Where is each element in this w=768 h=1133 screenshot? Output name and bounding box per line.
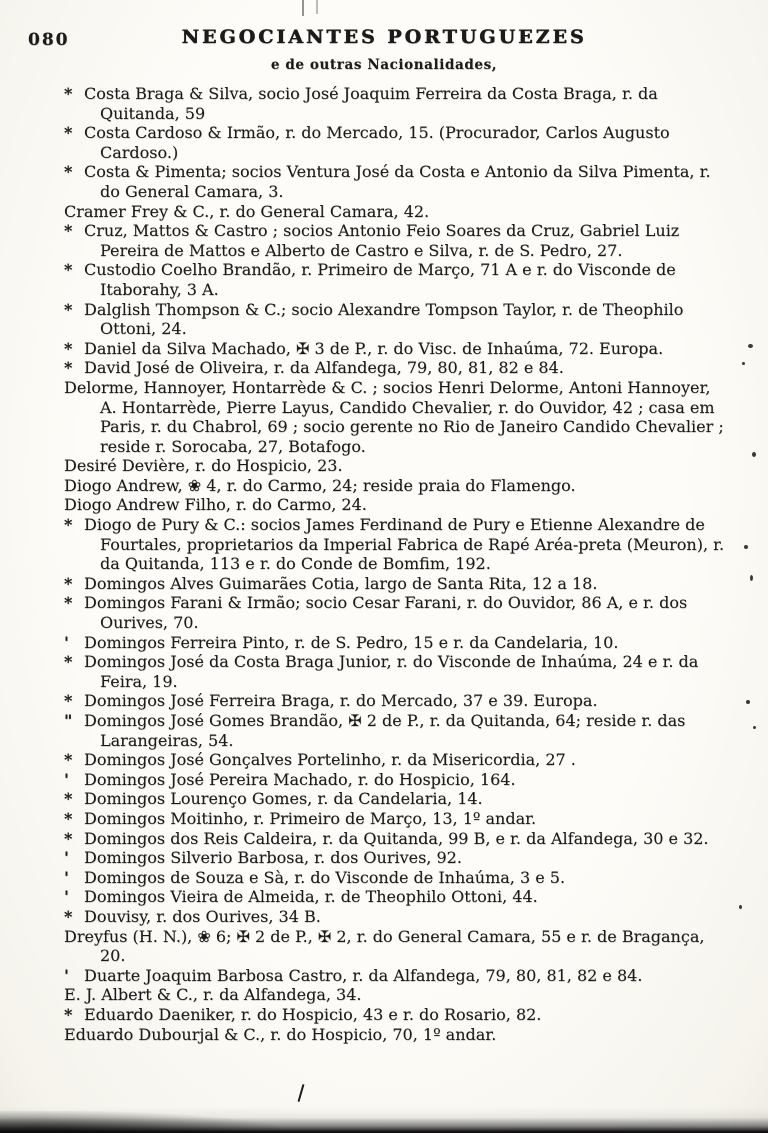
entry-marker: * (64, 123, 73, 143)
directory-entry (64, 593, 730, 632)
directory-entry (64, 652, 730, 691)
directory-entry (64, 339, 730, 359)
directory-entry (64, 574, 730, 594)
entry-text: Domingos José Ferreira Braga, r. do Mercado, 37 e 39. Europa. (84, 691, 598, 711)
directory-entry (64, 1005, 730, 1025)
directory-entry (64, 202, 730, 222)
entry-text: Domingos de Souza e Sà, r. do Visconde de Inhaúma, 3 e 5. (84, 867, 566, 887)
entry-marker: * (64, 750, 73, 770)
directory-entry (64, 966, 730, 986)
entry-text: Domingos Silverio Barbosa, r. dos Ourives, 92. (84, 848, 462, 868)
entry-text: Duarte Joaquim Barbosa Castro, r. da Alfandega, 79, 80, 81, 82 e 84. (84, 965, 643, 985)
entry-text: Diogo de Pury & C.: socios James Ferdinand de Pury e Etienne Alexandre de Fourtales, proprietarios da Imperial Fabrica de Rapé Aréa-preta (Meuron), r. da Quitanda, 113 e r. do Conde de Bomfim, 192. (84, 515, 725, 574)
entry-marker: ' (64, 965, 69, 985)
entry-text: Domingos José Gomes Brandão, ✠ 2 de P., r. da Quitanda, 64; reside r. das Larangeiras, 54. (84, 711, 686, 750)
directory-entry (64, 809, 730, 829)
directory-entry (64, 691, 730, 711)
directory-entry (64, 260, 730, 299)
ink-speck (744, 545, 748, 549)
entry-marker: * (64, 84, 73, 103)
entry-text: Domingos Farani & Irmão; socio Cesar Farani, r. do Ouvidor, 86 A, e r. dos Ourives, 70. (84, 593, 688, 633)
entry-text: E. J. Albert & C., r. da Alfandega, 34. (64, 985, 362, 1005)
entry-text: Cramer Frey & C., r. do General Camara, 42. (64, 201, 430, 221)
entry-text: Douvisy, r. dos Ourives, 34 B. (84, 906, 321, 926)
ink-speck (752, 452, 756, 457)
entry-marker: * (64, 358, 73, 378)
entry-text: David José de Oliveira, r. da Alfandega, 79, 80, 81, 82 e 84. (84, 358, 564, 378)
entry-marker: * (64, 515, 73, 535)
entry-marker: * (64, 221, 73, 241)
entry-marker: * (64, 1004, 73, 1024)
entry-marker: * (64, 789, 73, 809)
page-subtitle: e de outras Nacionalidades, (270, 57, 498, 73)
directory-entry (64, 300, 730, 339)
ink-speck (742, 362, 745, 365)
entry-text: Domingos José da Costa Braga Junior, r. do Visconde de Inhaúma, 24 e r. da Feira, 19. (84, 652, 699, 691)
scan-edge-shadow (0, 1107, 768, 1133)
entry-text: Eduardo Daeniker, r. do Hospicio, 43 e r. do Rosario, 82. (84, 1004, 542, 1024)
entry-text: Daniel da Silva Machado, ✠ 3 de P., r. do Visc. de Inhaúma, 72. Europa. (84, 338, 664, 358)
entry-marker: * (64, 691, 73, 711)
directory-entry (64, 750, 730, 770)
entry-text: Costa Braga & Silva, socio José Joaquim Ferreira da Costa Braga, r. da Quitanda, 59 (84, 84, 658, 123)
directory-entry (64, 985, 730, 1005)
directory-entry (64, 123, 730, 162)
ink-speck (750, 575, 753, 581)
directory-entry (64, 789, 730, 809)
ink-speck (753, 726, 756, 729)
ink-speck (748, 344, 753, 348)
entry-marker: * (64, 162, 73, 182)
entry-marker: * (64, 573, 73, 593)
entry-marker: * (64, 652, 73, 672)
entry-marker: * (64, 299, 73, 319)
entry-text: Dalglish Thompson & C.; socio Alexandre Tompson Taylor, r. de Theophilo Ottoni, 24. (84, 299, 684, 339)
directory-entry (64, 868, 730, 888)
directory-entry (64, 848, 730, 868)
ink-bleed-mark (302, 0, 304, 16)
directory-entry (64, 476, 730, 496)
entry-marker: ' (64, 769, 69, 789)
directory-entry (64, 829, 730, 849)
entry-marker: ' (64, 887, 69, 907)
entry-text: Diogo Andrew Filho, r. do Carmo, 24. (64, 495, 367, 515)
entry-text: Domingos Moitinho, r. Primeiro de Março, 13, 1º andar. (84, 808, 537, 828)
directory-entry (64, 770, 730, 790)
entry-marker: * (64, 260, 73, 280)
entry-marker: * (64, 906, 73, 926)
page-number: 080 (28, 30, 70, 50)
entry-text: Costa Cardoso & Irmão, r. do Mercado, 15. (Procurador, Carlos Augusto Cardoso.) (84, 123, 670, 162)
entry-marker: * (64, 828, 73, 848)
entry-text: Domingos Vieira de Almeida, r. de Theophilo Ottoni, 44. (84, 887, 538, 907)
entry-marker: ' (64, 867, 69, 887)
directory-entry (64, 162, 730, 201)
entry-text: Domingos Lourenço Gomes, r. da Candelaria, 14. (84, 789, 483, 809)
entry-text: Delorme, Hannoyer, Hontarrède & C. ; socios Henri Delorme, Antoni Hannoyer, A. Hontarrède, Pierre Layus, Candido Chevalier, r. do Ouvidor, 42 ; casa em Paris, r. du Chabrol, 69 ; socio gerente no Rio de Janeiro Candido Chevalier ; reside r. Sorocaba, 27, Botafogo. (64, 377, 724, 456)
entry-text: Costa & Pimenta; socios Ventura José da Costa e Antonio da Silva Pimenta, r. do General Camara, 3. (84, 162, 711, 201)
stray-ink-mark (298, 1084, 305, 1102)
directory-entry (64, 907, 730, 927)
entry-text: Cruz, Mattos & Castro ; socios Antonio Feio Soares da Cruz, Gabriel Luiz Pereira de Mattos e Alberto de Castro e Silva, r. de S. Pedro, 27. (84, 221, 680, 260)
directory-entry (64, 515, 730, 574)
entry-text: Dreyfus (H. N.), ❀ 6; ✠ 2 de P., ✠ 2, r. do General Camara, 55 e r. de Bragança, 20. (64, 926, 705, 966)
entry-marker: * (64, 808, 73, 828)
entry-marker: ' (64, 632, 69, 652)
page-title: NEGOCIANTES PORTUGUEZES (181, 26, 587, 48)
directory-entry (64, 495, 730, 515)
directory-entry (64, 456, 730, 476)
directory-entry (64, 887, 730, 907)
entry-text: Domingos José Pereira Machado, r. do Hospicio, 164. (84, 769, 516, 789)
directory-entry (64, 221, 730, 260)
ink-speck (746, 700, 750, 704)
entry-text: Desiré Devière, r. do Hospicio, 23. (64, 456, 343, 476)
entry-text: Domingos dos Reis Caldeira, r. da Quitanda, 99 B, e r. da Alfandega, 30 e 32. (84, 828, 709, 848)
entry-marker: * (64, 338, 73, 358)
entry-marker: " (64, 711, 73, 730)
directory-entry (64, 1025, 730, 1045)
entry-text: Eduardo Dubourjal & C., r. do Hospicio, 70, 1º andar. (64, 1024, 497, 1044)
entry-list (0, 84, 768, 1044)
entry-marker: ' (64, 848, 69, 868)
entry-text: Domingos Alves Guimarães Cotia, largo de Santa Rita, 12 a 18. (84, 573, 598, 593)
directory-entry (64, 358, 730, 378)
directory-entry (64, 84, 730, 123)
directory-entry (64, 378, 730, 456)
directory-entry (64, 633, 730, 653)
entry-text: Diogo Andrew, ❀ 4, r. do Carmo, 24; reside praia do Flamengo. (64, 475, 576, 495)
ink-speck (739, 905, 742, 909)
directory-entry (64, 927, 730, 966)
entry-text: Domingos Ferreira Pinto, r. de S. Pedro, 15 e r. da Candelaria, 10. (84, 632, 619, 652)
entry-text: Domingos José Gonçalves Portelinho, r. da Misericordia, 27 . (84, 750, 576, 770)
entry-text: Custodio Coelho Brandão, r. Primeiro de Março, 71 A e r. do Visconde de Itaborahy, 3 A. (84, 260, 676, 299)
entry-marker: * (64, 593, 73, 613)
directory-entry (64, 711, 730, 750)
